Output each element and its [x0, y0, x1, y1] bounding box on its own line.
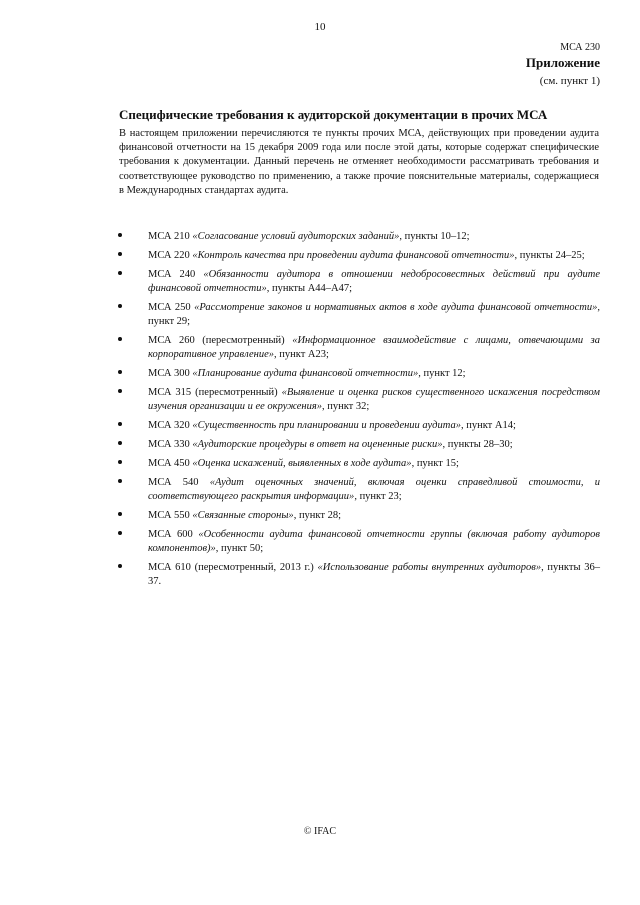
bullet-icon — [118, 252, 122, 256]
list-item-text — [148, 509, 600, 523]
standard-title: «Связанные стороны» — [192, 510, 294, 521]
standard-ref: МСА 450 — [148, 458, 193, 469]
bullet-icon — [118, 337, 122, 341]
list-item-text — [148, 457, 600, 471]
paragraph-ref: , пункты А44–А47; — [266, 282, 353, 294]
standard-title: «Рассмотрение законов и нормативных актов в ходе аудита финансовой отчетности» — [194, 302, 598, 313]
standard-ref: МСА 250 — [148, 302, 195, 313]
standard-title: «Аудиторские процедуры в ответ на оцененные риски» — [192, 439, 443, 450]
list-item-text — [148, 386, 600, 413]
bullet-icon — [118, 304, 122, 308]
paragraph-ref: , пункты 24–25; — [514, 250, 585, 261]
list-item-text — [148, 476, 600, 503]
bullet-icon — [118, 531, 122, 535]
paragraph-ref: , пункт 32; — [321, 400, 370, 412]
bullet-icon — [118, 479, 122, 483]
list-item-text — [148, 438, 600, 452]
list-item-text — [148, 249, 600, 263]
bullet-icon — [118, 370, 122, 374]
standard-title: «Обязанности аудитора в отношении недобросовестных действий при аудите финансовой отчетности» — [148, 269, 601, 294]
list-item-text — [148, 419, 600, 433]
standard-ref: МСА 300 — [148, 368, 193, 379]
standard-ref: МСА 320 — [148, 420, 193, 431]
standard-title: «Согласование условий аудиторских заданий» — [192, 231, 400, 242]
standard-ref: МСА 220 — [148, 250, 193, 261]
appendix-reference: (см. пункт 1) — [539, 75, 600, 87]
standard-ref: МСА 610 (пересмотренный, 2013 г.) — [148, 562, 318, 573]
copyright-footer: © IFAC — [303, 826, 337, 837]
bullet-icon — [118, 389, 122, 393]
standard-title: «Существенность при планировании и проведении аудита» — [192, 420, 461, 431]
paragraph-ref: , пункт 29; — [148, 302, 600, 327]
standard-title: «Использование работы внутренних аудиторов» — [317, 562, 542, 573]
standard-ref: МСА 330 — [148, 439, 193, 450]
bullet-icon — [118, 271, 122, 275]
standard-ref: МСА 600 — [148, 529, 199, 540]
standard-title: «Выявление и оценка рисков существенного искажения посредством изучения организации и ее окружения» — [148, 387, 600, 412]
bullet-icon — [118, 422, 122, 426]
standard-title: «Информационное взаимодействие с лицами, отвечающими за корпоративное управление» — [148, 335, 600, 360]
page-number: 10 — [314, 21, 326, 33]
list-item-text — [148, 528, 600, 555]
section-title: Специфические требования к аудиторской документации в прочих МСА — [119, 107, 548, 122]
list-item-text — [148, 561, 600, 588]
bullet-icon — [118, 564, 122, 568]
paragraph-ref: , пункты 10–12; — [399, 231, 470, 242]
paragraph-ref: , пункт А23; — [274, 348, 329, 360]
paragraph-ref: , пункт А14; — [460, 420, 516, 431]
standard-title: «Оценка искажений, выявленных в ходе аудита» — [192, 458, 412, 469]
document-code: МСА 230 — [560, 42, 600, 53]
paragraph-ref: , пункты 36–37. — [148, 562, 600, 587]
standard-ref: МСА 550 — [148, 510, 193, 521]
standard-ref: МСА 210 — [148, 231, 193, 242]
appendix-title: Приложение — [525, 55, 600, 70]
intro-paragraph: В настоящем приложении перечисляются те пункты прочих МСА, действующих при проведении аудита финансовой отчетности на 15 декабря 2009 года или после этой даты, которые содержат специфические требования к документации. Данный перечень не отменяет необходимости рассматривать требования и соответствующее руководство по применению, а также прочие пояснительные материалы, содержащиеся в Международных стандартах аудита. — [119, 128, 599, 196]
paragraph-ref: , пункт 23; — [354, 490, 402, 502]
standard-title: «Особенности аудита финансовой отчетности группы (включая работу аудиторов компонентов)» — [148, 529, 600, 554]
standard-title: «Планирование аудита финансовой отчетности» — [192, 368, 419, 379]
list-item-text — [148, 367, 600, 381]
bullet-icon — [118, 441, 122, 445]
standard-title: «Аудит оценочных значений, включая оценки справедливой стоимости, и соответствующего раскрытия информации» — [148, 477, 600, 502]
standard-ref: МСА 240 — [148, 269, 204, 280]
standard-ref: МСА 540 — [148, 477, 210, 488]
list-item-text — [148, 334, 600, 361]
list-item-text — [148, 230, 600, 244]
paragraph-ref: , пункт 50; — [215, 542, 264, 554]
paragraph-ref: , пункт 12; — [418, 368, 466, 379]
standard-ref: МСА 260 (пересмотренный) — [148, 335, 293, 346]
paragraph-ref: , пункты 28–30; — [442, 439, 513, 450]
paragraph-ref: , пункт 28; — [293, 510, 342, 521]
bullet-icon — [118, 512, 122, 516]
paragraph-ref: , пункт 15; — [411, 458, 459, 469]
bullet-icon — [118, 233, 122, 237]
bullet-icon — [118, 460, 122, 464]
standard-ref: МСА 315 (пересмотренный) — [148, 387, 282, 398]
standard-title: «Контроль качества при проведении аудита финансовой отчетности» — [192, 250, 515, 261]
list-item-text — [148, 301, 600, 328]
list-item-text — [148, 268, 600, 295]
